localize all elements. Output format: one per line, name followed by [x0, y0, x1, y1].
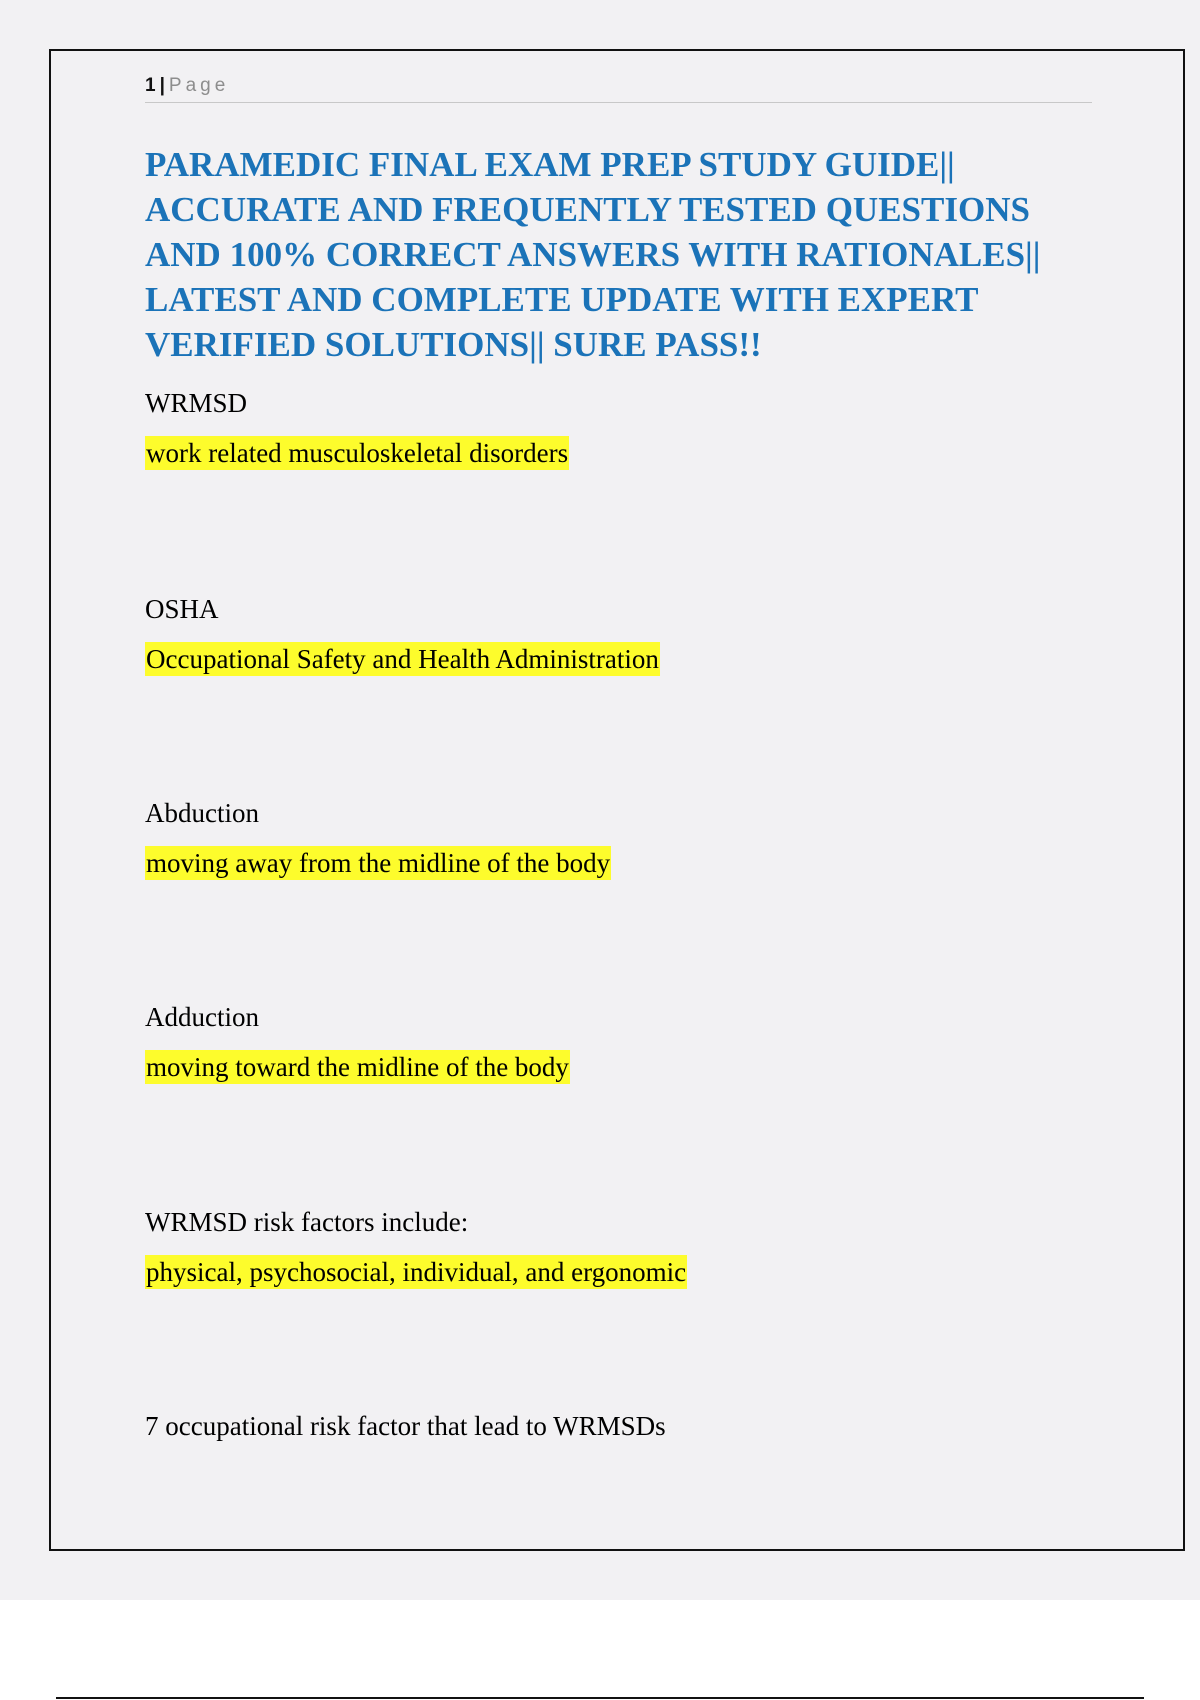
page-label: Page	[168, 75, 230, 96]
entry-definition: work related musculoskeletal disorders	[146, 438, 569, 468]
entry-term: Abduction	[145, 798, 259, 828]
entry-term: WRMSD	[145, 388, 248, 418]
page-number: 1	[145, 75, 156, 96]
page-header	[145, 74, 1092, 103]
entry-term: 7 occupational risk factor that lead to WRMSDs	[145, 1411, 666, 1441]
qa-entry-adduction	[145, 1000, 1105, 1084]
qa-entry-occupational-risk-factors	[145, 1409, 1105, 1443]
entry-term: OSHA	[145, 594, 219, 624]
document-title: PARAMEDIC FINAL EXAM PREP STUDY GUIDE|| ACCURATE AND FREQUENTLY TESTED QUESTIONS AND 100% CORRECT ANSWERS WITH RATIONALES|| LATEST AND COMPLETE UPDATE WITH EXPERT VERIFIED SOLUTIONS|| SURE PASS!!	[145, 145, 1041, 364]
next-page-rule	[56, 1697, 1144, 1699]
entry-definition: moving away from the midline of the body	[146, 848, 611, 878]
page-separator: |	[159, 75, 165, 96]
qa-entry-abduction	[145, 796, 1105, 880]
entry-definition: physical, psychosocial, individual, and ergonomic	[146, 1257, 687, 1287]
entry-definition: Occupational Safety and Health Administration	[146, 644, 659, 674]
entry-term: Adduction	[145, 1002, 259, 1032]
entry-definition: moving toward the midline of the body	[146, 1052, 569, 1082]
qa-entry-wrmsd	[145, 386, 1105, 470]
qa-entry-osha	[145, 592, 1105, 676]
qa-entry-risk-factors	[145, 1205, 1105, 1289]
entry-term: WRMSD risk factors include:	[145, 1207, 469, 1237]
